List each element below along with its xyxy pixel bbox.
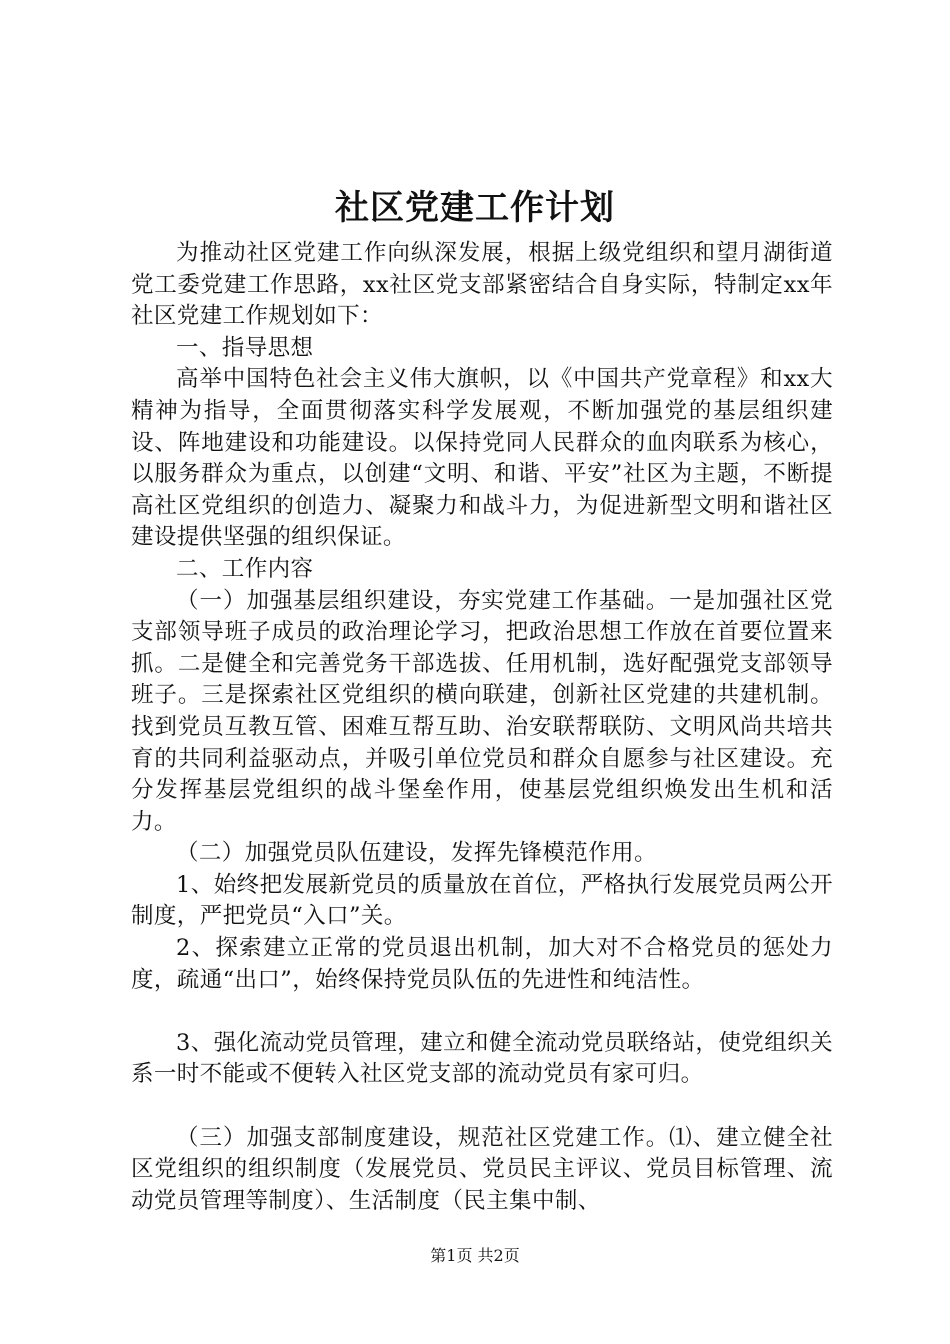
heading-work-content: 二、工作内容 [176, 555, 314, 582]
heading-section-two: （二）加强党员队伍建设，发挥先锋模范作用。 [176, 840, 657, 867]
heading-guiding-ideology: 一、指导思想 [176, 334, 314, 361]
page-number: 第1页 共2页 [430, 1246, 520, 1265]
paragraph-item-1: 1、始终把发展新党员的质量放在首位，严格执行发展党员两公开制度，严把党员“入口”关。 [131, 871, 833, 930]
paragraph-section-one: （一）加强基层组织建设，夯实党建工作基础。一是加强社区党支部领导班子成员的政治理论学习，把政治思想工作放在首要位置来抓。二是健全和完善党务干部选拔、任用机制，选好配强党支部领导班子。三是探索社区党组织的横向联建，创新社区党建的共建机制。找到党员互教互管、困难互帮互助、治安联帮联防、文明风尚共培共育的共同利益驱动点，并吸引单位党员和群众自愿参与社区建设。充分发挥基层党组织的战斗堡垒作用，使基层党组织焕发出生机和活力。 [131, 587, 833, 835]
paragraph-guiding-ideology: 高举中国特色社会主义伟大旗帜，以《中国共产党章程》和xx大精神为指导，全面贯彻落实科学发展观，不断加强党的基层组织建设、阵地建设和功能建设。以保持党同人民群众的血肉联系为核心，以服务群众为重点，以创建“文明、和谐、平安”社区为主题，不断提高社区党组织的创造力、凝聚力和战斗力，为促进新型文明和谐社区建设提供坚强的组织保证。 [131, 366, 833, 551]
document-title: 社区党建工作计划 [335, 188, 615, 228]
paragraph-item-3: 3、强化流动党员管理，建立和健全流动党员联络站，使党组织关系一时不能或不便转入社区党支部的流动党员有家可归。 [131, 1029, 833, 1088]
document-body [131, 238, 833, 1217]
paragraph-intro: 为推动社区党建工作向纵深发展，根据上级党组织和望月湖街道党工委党建工作思路，xx社区党支部紧密结合自身实际，特制定xx年社区党建工作规划如下： [131, 240, 833, 330]
paragraph-item-2: 2、探索建立正常的党员退出机制，加大对不合格党员的惩处力度，疏通“出口”，始终保持党员队伍的先进性和纯洁性。 [131, 935, 833, 993]
paragraph-section-three: （三）加强支部制度建设，规范社区党建工作。⑴、建立健全社区党组织的组织制度（发展党员、党员民主评议、党员目标管理、流动党员管理等制度）、生活制度（民主集中制、 [131, 1124, 833, 1214]
